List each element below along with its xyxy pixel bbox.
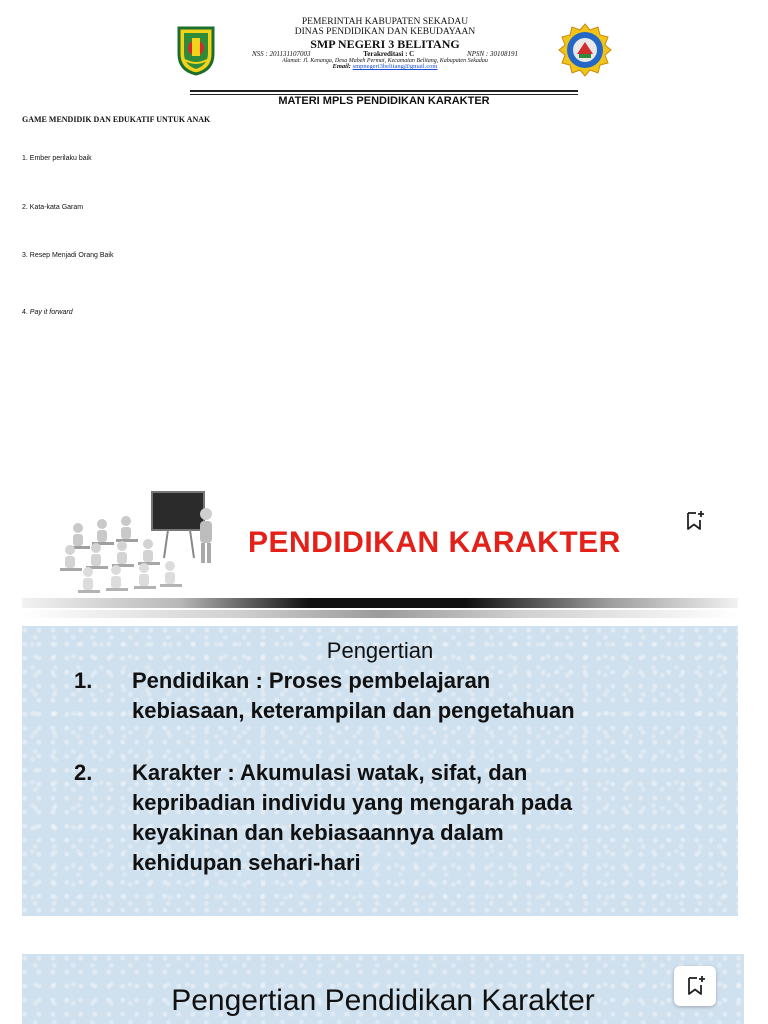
list-item-number: 4. bbox=[22, 309, 28, 316]
slide-divider-shadow bbox=[22, 610, 738, 618]
school-email-link[interactable]: smpnegeri3belitang@gmail.com bbox=[352, 63, 438, 71]
point-number: 1. bbox=[74, 668, 93, 693]
regency-crest-icon bbox=[175, 24, 217, 74]
list-item-text: Pay it forward bbox=[29, 309, 73, 316]
letterhead-government: PEMERINTAH KABUPATEN SEKADAU bbox=[301, 17, 469, 27]
point-number: 2. bbox=[74, 760, 93, 785]
slide-heading: Pengertian bbox=[326, 638, 434, 663]
point-text bbox=[132, 758, 732, 878]
school-address: Alamat: Jl. Kenanga, Desa Mabeh Permai, Kecamatan Belitang, Kabupaten Sekadau bbox=[282, 57, 488, 64]
point-line: keyakinan dan kebiasaannya dalam bbox=[132, 820, 504, 845]
nss-number: NSS : 201131107003 bbox=[252, 49, 311, 58]
email-label: Email: bbox=[332, 63, 353, 71]
letterhead-rule bbox=[190, 90, 578, 92]
slide-heading: Pengertian Pendidikan Karakter bbox=[171, 984, 595, 1017]
list-item-number: 3. bbox=[22, 252, 28, 259]
letterhead-department: DINAS PENDIDIKAN DAN KEBUDAYAAN bbox=[294, 26, 476, 37]
list-item bbox=[22, 204, 83, 211]
letterhead-school-name: SMP NEGERI 3 BELITANG bbox=[310, 36, 460, 51]
school-email-line bbox=[230, 64, 540, 71]
bookmark-add-icon bbox=[685, 975, 707, 997]
letterhead bbox=[230, 18, 540, 71]
list-item bbox=[22, 309, 73, 316]
bookmark-add-icon[interactable] bbox=[684, 510, 706, 532]
point-line: Pendidikan : Proses pembelajaran bbox=[132, 668, 491, 693]
slide-pengertian bbox=[22, 626, 738, 916]
list-item-number: 2. bbox=[22, 204, 28, 211]
list-item-number: 1. bbox=[22, 155, 28, 162]
point-line: kehidupan sehari-hari bbox=[132, 850, 361, 875]
list-item-text: Ember perilaku baik bbox=[29, 155, 92, 162]
document-title: MATERI MPLS PENDIDIKAN KARAKTER bbox=[278, 95, 490, 107]
point-line: Karakter : Akumulasi watak, sifat, dan bbox=[132, 760, 528, 785]
school-emblem-icon bbox=[557, 22, 613, 78]
section-title: GAME MENDIDIK DAN EDUKATIF UNTUK ANAK bbox=[22, 115, 211, 124]
list-item bbox=[22, 155, 92, 162]
slide-pendidikan-karakter bbox=[22, 488, 738, 618]
list-item-text: Resep Menjadi Orang Baik bbox=[29, 252, 114, 259]
point-line: kepribadian individu yang mengarah pada bbox=[132, 790, 573, 815]
point-line: kebiasaan, keterampilan dan pengetahuan bbox=[132, 698, 575, 723]
list-item-text: Kata-kata Garam bbox=[29, 204, 84, 211]
npsn-number: NPSN : 30108191 bbox=[467, 49, 518, 58]
accreditation: Terakreditasi : C bbox=[363, 49, 415, 58]
list-item bbox=[22, 252, 113, 259]
classroom-illustration bbox=[40, 488, 240, 600]
point-text bbox=[132, 666, 732, 726]
slide-pengertian-pendidikan-karakter bbox=[22, 954, 744, 1024]
slide-title: PENDIDIKAN KARAKTER bbox=[248, 526, 621, 559]
slide-divider-bar bbox=[22, 598, 738, 608]
bookmark-button[interactable] bbox=[674, 966, 716, 1006]
letterhead-ids bbox=[230, 51, 540, 58]
